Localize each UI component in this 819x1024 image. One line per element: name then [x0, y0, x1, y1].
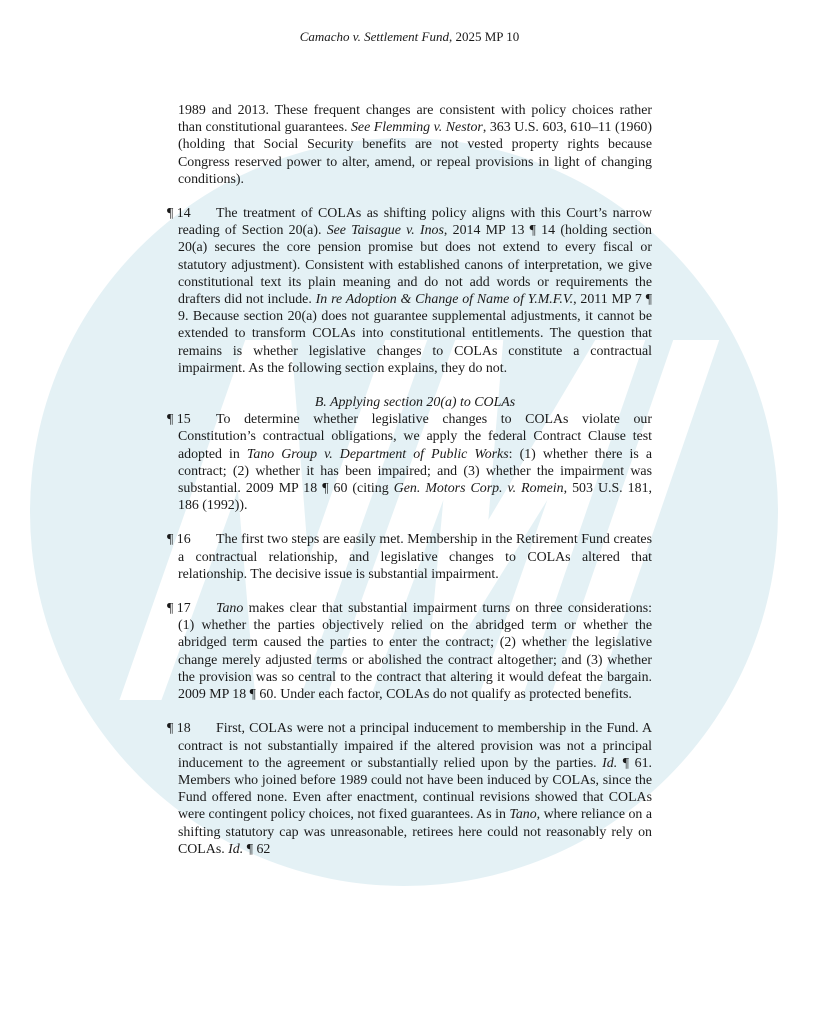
text-line: (1960) (holding that Social Security benefits are not vested property rights: [178, 120, 652, 153]
citation: , 2025 MP 10: [448, 29, 520, 44]
paragraph-number: ¶ 17: [167, 601, 191, 617]
case-name: Camacho v. Settlement Fund: [299, 29, 449, 44]
citation-italic: Tano: [509, 807, 537, 823]
citation-italic: Id.: [602, 755, 618, 771]
text-line: than constitutional guarantees.: [178, 120, 351, 136]
paragraph-text: , 2014 MP 13 ¶ 14 (holding section 20(a) secures the core pension promise but does not extend to every fiscal or statutory adjustment). Consistent with established canons of interpretation, we give constitutional text its plain meaning and do not add words or requirements the drafters did not include.: [178, 223, 652, 308]
citation-italic: See Flemming v. Nestor: [350, 120, 483, 136]
opinion-body: [167, 102, 653, 875]
text-line: changing conditions).: [178, 154, 652, 187]
paragraph-text: The first two steps are easily met. Membership in the Retirement Fund creates a contractual relationship, and legislative changes to COLAs altered that relationship. The decisive issue is substantial impairment.: [178, 532, 652, 582]
paragraph-14: [167, 205, 652, 377]
citation-italic: Gen. Motors Corp. v. Romein: [393, 481, 564, 497]
citation-italic: Tano Group v. Department of Public Works: [246, 446, 509, 462]
paragraph-16: [167, 531, 652, 583]
paragraph-text: , 503 U.S. 181, 186 (1992)).: [178, 481, 652, 514]
paragraph-17: [167, 600, 652, 703]
paragraph-text: , where reliance on a shifting statutory cap was unreasonable, retirees here could not reasonably rely on COLAs.: [178, 807, 652, 857]
paragraph-text: First, COLAs were not a principal inducement to membership in the Fund. A contract is not substantially impaired if the altered provision was not a principal inducement to the agreement or substantially relied upon by the parties.: [178, 721, 652, 771]
paragraph-text: , 2011 MP 7 ¶ 9. Because section 20(a) does not guarantee supplemental adjustments, it cannot be extended to transform COLAs into constitutional entitlements. The question that remains is whether legislative changes to COLAs constitute a contractual impairment. As the following section explains, they do not.: [178, 292, 652, 376]
paragraph-number: ¶ 14: [167, 206, 191, 222]
citation-italic: In re Adoption & Change of Name of Y.M.F.V.: [315, 292, 574, 308]
paragraph-text: ¶ 61. Members who joined before 1989 could not have been induced by COLAs, since the Fund offered none. Even after enactment, continual revisions showed that COLAs were contingent policy choices, not fixed guarantees. As in: [178, 755, 653, 823]
paragraph-text: makes clear that substantial impairment turns on three considerations: (1) whether the parties objectively relied on the abridged term or whether the abridged term caused the parties to enter the contract; (2) whether the legislative change merely adjusted terms or abolished the contract altogether; and (3) whether the provision was so central to the contract that altering it would defeat the bargain. 2009 MP 18 ¶ 60. Under each factor, COLAs do not qualify as protected benefits.: [178, 601, 652, 703]
paragraph-text: To determine whether legislative changes to COLAs violate our Constitution’s contractual obligations, we apply the federal Contract Clause test adopted in: [178, 412, 652, 462]
paragraph-number: ¶ 16: [167, 532, 191, 548]
citation-italic: Id.: [228, 841, 244, 857]
paragraph-text: ¶ 62: [243, 841, 271, 857]
paragraph-number: ¶ 18: [167, 721, 191, 737]
running-head: [0, 29, 819, 45]
paragraph-text: The treatment of COLAs as shifting policy aligns with this Court’s narrow reading of Section 20(a).: [178, 206, 652, 239]
paragraph-18: [167, 720, 653, 858]
citation-italic: Tano: [216, 601, 244, 617]
paragraph-number: ¶ 15: [167, 412, 191, 428]
text-line: , 363 U.S. 603, 610–11: [482, 120, 612, 136]
paragraph-15: [167, 411, 652, 514]
paragraph-continued: [178, 102, 652, 188]
citation-italic: See Taisague v. Inos: [326, 223, 444, 239]
paragraph-text: : (1) whether there is a contract; (2) whether it has been impaired; and (3) whether the impairment was substantial. 2009 MP 18 ¶ 60 (citing: [178, 446, 652, 497]
text-line: 1989 and 2013. These frequent changes are consistent with policy choices rather: [178, 103, 652, 118]
text-line: because Congress reserved power to alter, amend, or repeal provisions in light of: [178, 137, 652, 170]
section-heading: B. Applying section 20(a) to COLAs: [314, 395, 516, 411]
